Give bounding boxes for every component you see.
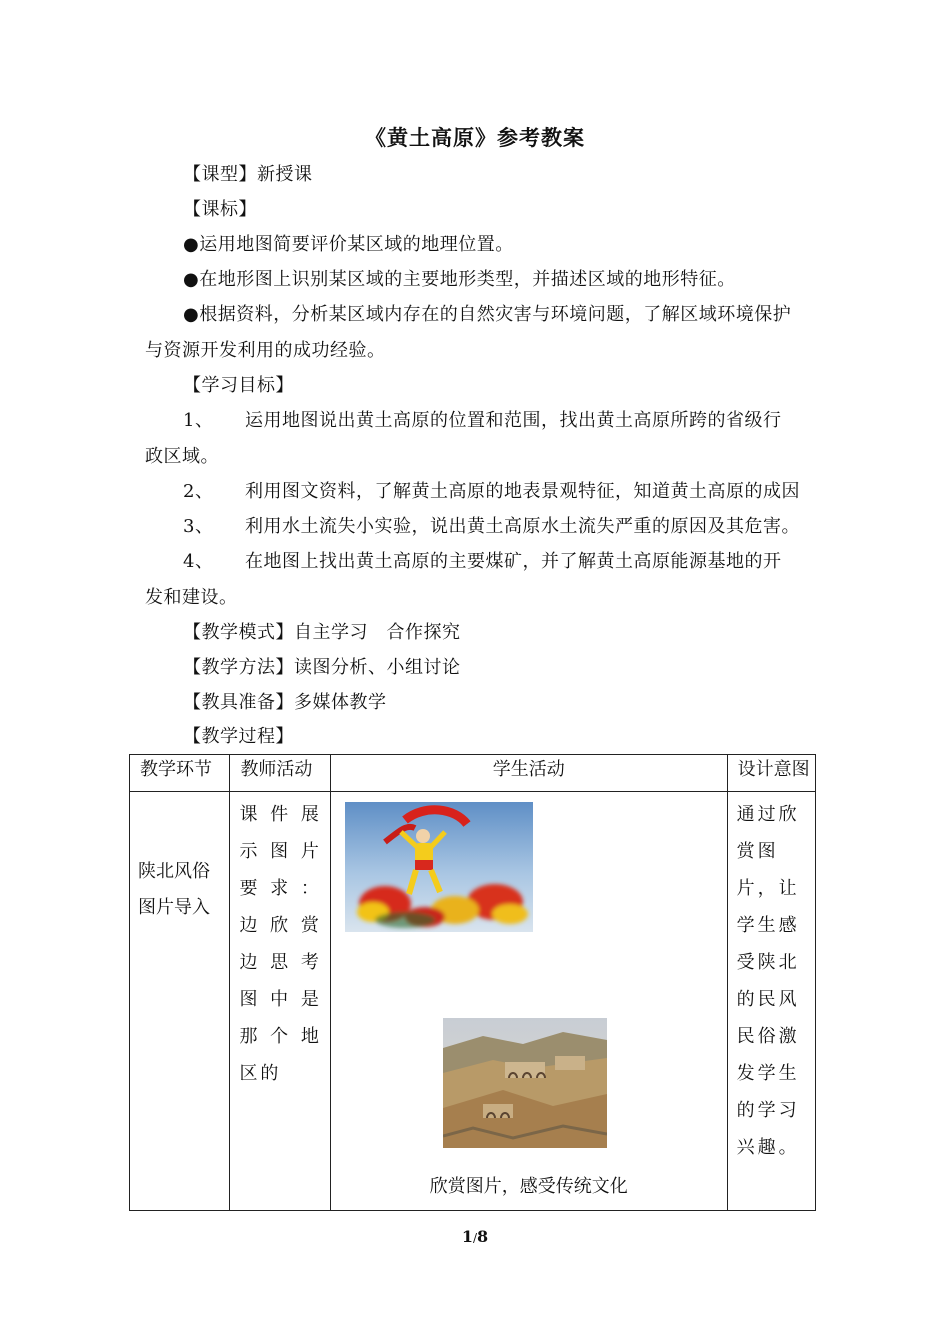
table-header-row xyxy=(130,755,816,792)
page-separator: / xyxy=(472,1231,478,1245)
page-number xyxy=(0,1227,950,1246)
standard-item: ●根据资料，分析某区域内存在的自然灾害与环境问题，了解区域环境保护 xyxy=(183,304,792,325)
objective-text: 利用图文资料，了解黄土高原的地表景观特征，知道黄土高原的成因 xyxy=(245,481,800,502)
objective-number: 3、 xyxy=(183,516,214,537)
standard-item-continued: 与资源开发利用的成功经验。 xyxy=(145,340,386,361)
standards-heading: 【课标】 xyxy=(183,199,257,220)
header-cell: 教师活动 xyxy=(230,755,330,792)
objective-number: 2、 xyxy=(183,481,214,502)
stage-cell: 陕北风俗图片导入 xyxy=(130,792,230,1211)
objective-number: 4、 xyxy=(183,551,214,572)
objective-continued: 发和建设。 xyxy=(145,587,238,608)
objective-text: 利用水土流失小实验，说出黄土高原水土流失严重的原因及其危害。 xyxy=(245,516,800,537)
standard-item: ●在地形图上识别某区域的主要地形类型，并描述区域的地形特征。 xyxy=(183,269,736,290)
objective-item xyxy=(183,547,782,573)
objective-text: 运用地图说出黄土高原的位置和范围，找出黄土高原所跨的省级行 xyxy=(245,410,782,431)
teaching-tools: 【教具准备】多媒体教学 xyxy=(183,692,387,713)
student-activity-cell xyxy=(330,792,727,1211)
objective-number: 1、 xyxy=(183,410,214,431)
table-row xyxy=(130,792,816,1211)
design-intent-cell: 通过欣赏图片，让学生感受陕北的民风民俗激发学生的学习兴趣。 xyxy=(727,792,815,1211)
student-activity-caption: 欣赏图片，感受传统文化 xyxy=(429,1176,628,1197)
teaching-mode: 【教学模式】自主学习 合作探究 xyxy=(183,622,461,643)
lesson-type: 【课型】新授课 xyxy=(183,164,313,185)
header-cell: 设计意图 xyxy=(727,755,815,792)
loess-cave-dwelling-photo xyxy=(443,1018,607,1148)
total-pages: 8 xyxy=(477,1227,489,1246)
teaching-method: 【教学方法】读图分析、小组讨论 xyxy=(183,657,461,678)
objective-continued: 政区域。 xyxy=(145,446,219,467)
current-page: 1 xyxy=(461,1227,473,1246)
teacher-activity-cell: 课件展示图片要求：边欣赏边思考图中是那个地区的 xyxy=(230,792,330,1211)
process-heading: 【教学过程】 xyxy=(183,726,294,747)
objective-item xyxy=(183,406,782,432)
document-title: 《黄土高原》参考教案 xyxy=(365,125,585,150)
header-cell: 教学环节 xyxy=(130,755,230,792)
standard-item: ●运用地图简要评价某区域的地理位置。 xyxy=(183,234,514,255)
objective-item xyxy=(183,477,800,503)
folk-dance-photo xyxy=(345,802,533,932)
objectives-heading: 【学习目标】 xyxy=(183,375,294,396)
teaching-process-table xyxy=(129,754,816,1211)
header-cell: 学生活动 xyxy=(330,755,727,792)
objective-text: 在地图上找出黄土高原的主要煤矿，并了解黄土高原能源基地的开 xyxy=(245,551,782,572)
objective-item xyxy=(183,512,800,538)
